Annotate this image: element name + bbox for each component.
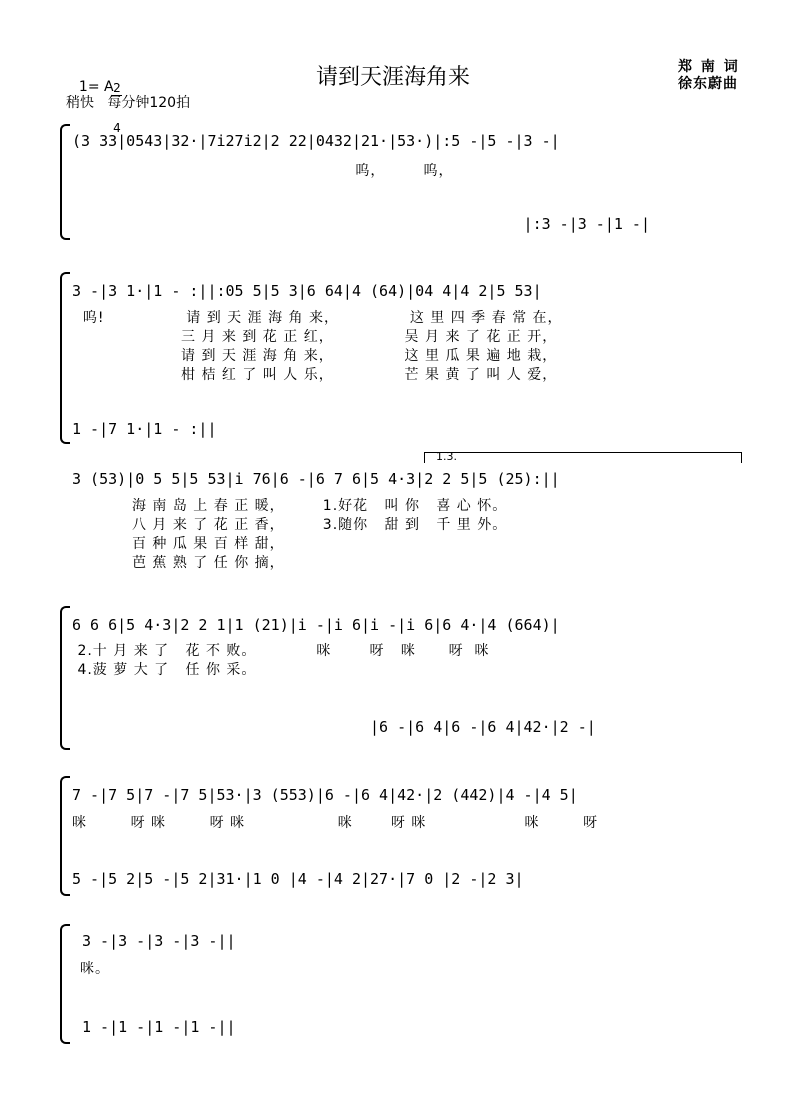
system-bracket [60,124,70,240]
key-signature: 1= A [78,79,114,95]
lyric-line: 芭 蕉 熟 了 任 你 摘， [72,555,285,571]
lyric-line: 咪。 [80,961,110,977]
score-line: 3 -|3 -|3 -|3 -|| [82,932,236,950]
lyric-line: 请 到 天 涯 海 角 来， 这 里 瓜 果 遍 地 栽， [72,348,558,364]
lyric-line: 海 南 岛 上 春 正 暖， 1.好花 叫 你 喜 心 怀。 [72,498,508,514]
lyric-line: 呜! 请 到 天 涯 海 角 来， 这 里 四 季 春 常 在， [72,310,563,326]
system-bracket [60,924,70,1044]
system-bracket [60,776,70,896]
score-line: |6 -|6 4|6 -|6 4|42·|2 -| [370,718,596,736]
score-line: 1 -|7 1·|1 - :|| [72,420,217,438]
score-line: (3 33|0543|32·|7i27i2|2 22|0432|21·|53·)|:5 -|5 -|3 -| [72,132,560,150]
tempo-marking: 稍快 每分钟120拍 [66,95,191,111]
score-line: |:3 -|3 -|1 -| [72,215,650,233]
score-line: 5 -|5 2|5 -|5 2|31·|1 0 |4 -|4 2|27·|7 0 |2 -|2 3| [72,870,524,888]
system-bracket [60,606,70,750]
volta-label: 1.3. [436,450,457,463]
lyric-line: 呜， 呜， [72,163,454,179]
score-line: 3 (53)|0 5 5|5 53|i 76|6 -|6 7 6|5 4·3|2 2 5|5 (25):|| [72,470,560,488]
lyricist-credit: 郑 南 词 [678,59,740,75]
lyric-line: 三 月 来 到 花 正 红， 吴 月 来 了 花 正 开， [72,329,558,345]
score-line: 6 6 6|5 4·3|2 2 1|1 (21)|i -|i 6|i -|i 6|6 4·|4 (664)| [72,616,560,634]
score-line: 1 -|1 -|1 -|1 -|| [82,1018,236,1036]
system-bracket [60,272,70,444]
lyric-line: 4.菠 萝 大 了 任 你 采。 [72,662,257,678]
time-signature: 2 4 [113,81,121,135]
lyric-line: 八 月 来 了 花 正 香， 3.随你 甜 到 千 里 外。 [72,517,508,533]
lyric-line: 咪 呀 咪 呀 咪 咪 呀 咪 咪 呀 [72,815,599,831]
composer-credit: 徐东蔚曲 [678,76,738,92]
lyric-line: 柑 桔 红 了 叫 人 乐， 芒 果 黄 了 叫 人 爱， [72,367,558,383]
score-line: 7 -|7 5|7 -|7 5|53·|3 (553)|6 -|6 4|42·|2 (442)|4 -|4 5| [72,786,578,804]
lyric-line: 2.十 月 来 了 花 不 败。 咪 呀 咪 呀 咪 [72,643,490,659]
score-line: 3 -|3 1·|1 - :||:05 5|5 3|6 64|4 (64)|04 4|4 2|5 53| [72,282,542,300]
song-title: 请到天涯海角来 [316,65,471,90]
lyric-line: 百 种 瓜 果 百 样 甜， [72,536,285,552]
volta-bracket [424,452,742,463]
